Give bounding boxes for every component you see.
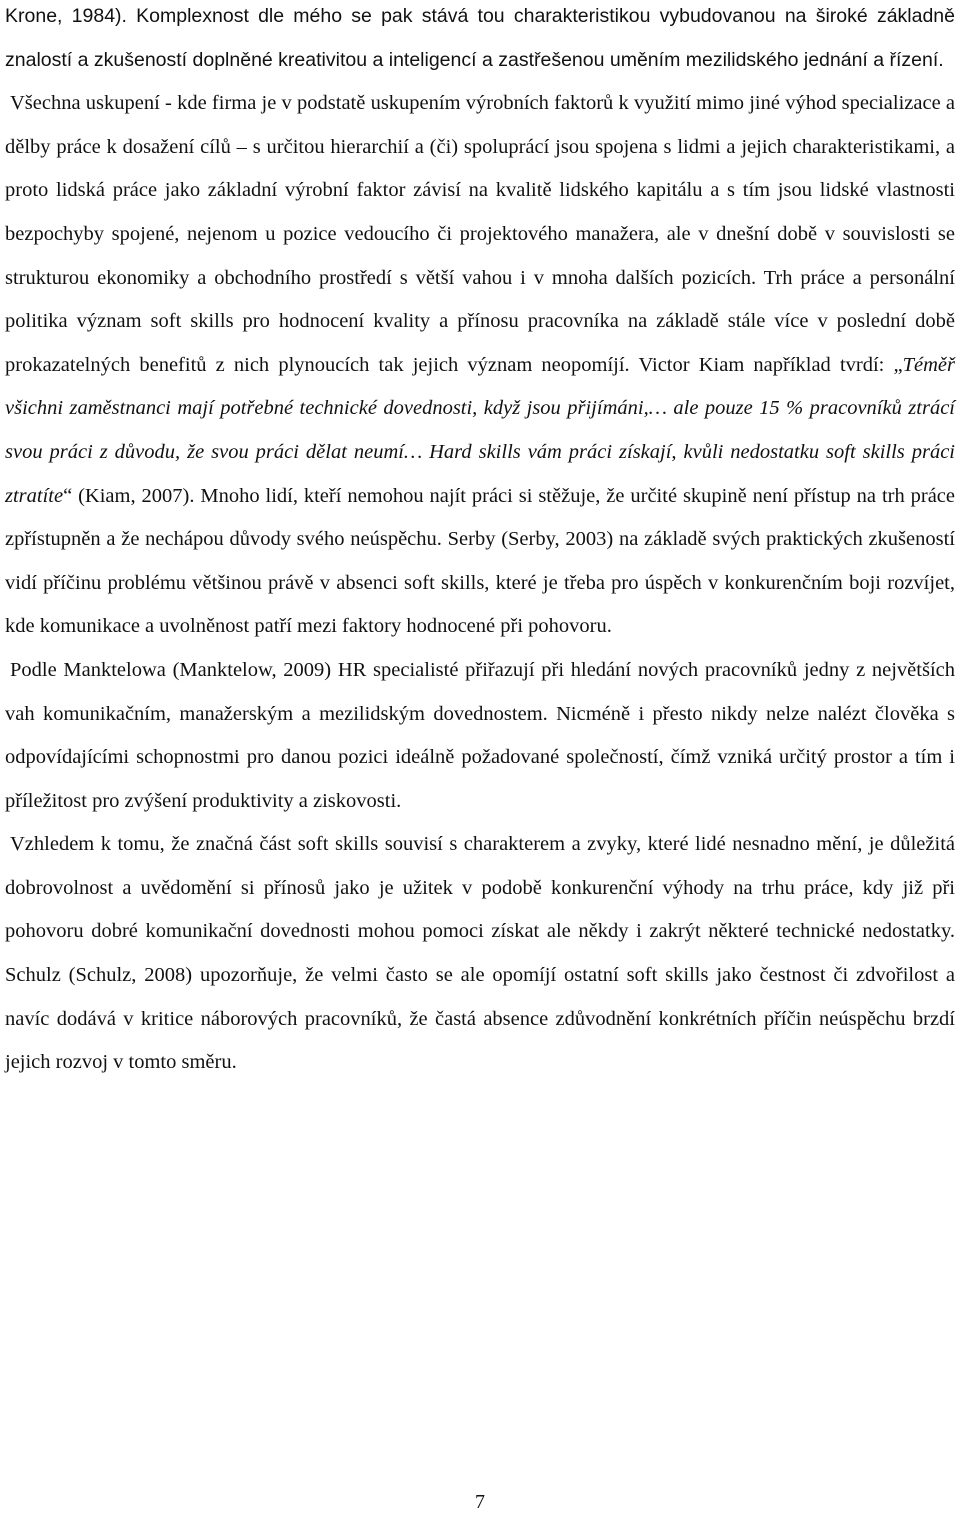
quote-kiam: Téměř všichni zaměstnanci mají potřebné technické dovednosti, když jsou přijímáni,… ale pouze 15 % pracovníků ztrácí svou práci z důvodu, že svou práci dělat neumí… Hard skills vám práci získají, kvůli nedostatku soft skills práci ztratíte	[5, 353, 955, 507]
paragraph-text: “ (Kiam, 2007). Mnoho lidí, kteří nemohou najít práci si stěžuje, že určité skupině není přístup na trh práce zpřístupněn a že nechápou důvody svého neúspěchu. Serby (Serby, 2003) na základě svých praktických zkušeností vidí příčinu problému většinou právě v absenci soft skills, které je třeba pro úspěch v konkurenčním boji rozvíjet, kde komunikace a uvolněnost patří mezi faktory hodnocené při pohovoru.	[5, 484, 955, 638]
page-number: 7	[475, 1491, 485, 1513]
paragraph-habits	[5, 823, 955, 1085]
paragraph-soft-skills-importance	[5, 82, 955, 649]
paragraph-intro-continuation	[5, 0, 955, 82]
paragraph-text: Všechna uskupení - kde firma je v podstatě uskupením výrobních faktorů k využití mimo jiné výhod specializace a dělby práce k dosažení cílů – s určitou hierarchií a (či) spoluprácí jsou spojena s lidmi a jejich charakteristikami, a proto lidská práce jako základní výrobní faktor závisí na kvalitě lidského kapitálu a s tím jsou lidské vlastnosti bezpochyby spojené, nejenom u pozice vedoucího či projektového manažera, ale v dnešní době v souvislosti se strukturou ekonomiky a obchodního prostředí s větší vahou i v mnoha dalších pozicích. Trh práce a personální politika význam soft skills pro hodnocení kvality a přínosu pracovníka na základě stále více v poslední době prokazatelných benefitů z nich plynoucích tak jejich význam neopomíjí. Victor Kiam například tvrdí: „	[5, 92, 955, 376]
paragraph-manktelow	[5, 649, 955, 823]
page-body	[5, 0, 955, 1085]
paragraph-text: Vzhledem k tomu, že značná část soft skills souvisí s charakterem a zvyky, které lidé nesnadno mění, je důležitá dobrovolnost a uvědomění si přínosů jako je užitek v podobě konkurenční výhody na trhu práce, kdy již při pohovoru dobré komunikační dovednosti mohou pomoci získat ale někdy i zakrýt některé technické nedostatky. Schulz (Schulz, 2008) upozorňuje, že velmi často se ale opomíjí ostatní soft skills jako čestnost či zdvořilost a navíc dodává v kritice náborových pracovníků, že častá absence zdůvodnění konkrétních příčin neúspěchu brzdí jejich rozvoj v tomto směru.	[5, 833, 955, 1074]
paragraph-text: Krone, 1984). Komplexnost dle mého se pak stává tou charakteristikou vybudovanou na široké základně znalostí a zkušeností doplněné kreativitou a inteligencí a zastřešenou uměním mezilidského jednání a řízení.	[5, 5, 955, 71]
paragraph-text: Podle Manktelowa (Manktelow, 2009) HR specialisté přiřazují při hledání nových pracovníků jedny z největších vah komunikačním, manažerským a mezilidským dovednostem. Nicméně i přesto nikdy nelze nalézt člověka s odpovídajícími schopnostmi pro danou pozici ideálně požadované společností, čímž vzniká určitý prostor a tím i příležitost pro zvýšení produktivity a ziskovosti.	[5, 658, 955, 812]
